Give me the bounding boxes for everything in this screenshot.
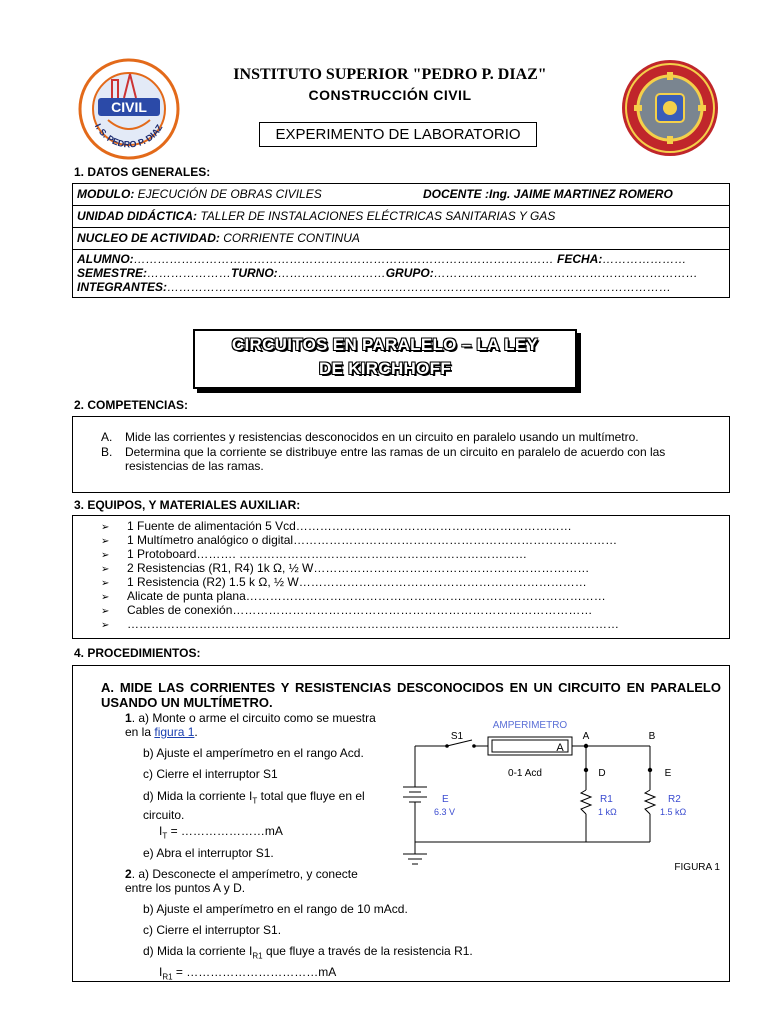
civil-logo bbox=[78, 58, 180, 160]
logo-civil-text: CIVIL bbox=[111, 99, 147, 115]
docente-value: Ing. JAIME MARTINEZ ROMERO bbox=[489, 187, 673, 201]
step-1d: d) Mida la corriente $I_T$ total que fluye en el circuito. bbox=[143, 789, 365, 823]
alumno-block bbox=[73, 250, 729, 297]
list-item: ➢ 2 Resistencias (R1, R4) 1k Ω, ½ W…………………………………………………………… bbox=[101, 561, 590, 575]
title-line-1: CIRCUITOS EN PARALELO – LA LEY bbox=[231, 335, 539, 354]
ammeter-symbol: A bbox=[556, 742, 564, 754]
list-item: ➢ 1 Protoboard………. ……………………………………………………………… bbox=[101, 547, 528, 561]
procedimientos-heading: 4. PROCEDIMIENTOS: bbox=[74, 646, 201, 660]
ammeter-label: AMPERIMETRO bbox=[492, 720, 568, 731]
experiment-title bbox=[193, 329, 577, 389]
datos-heading: 1. DATOS GENERALES: bbox=[74, 165, 211, 179]
competencias-box bbox=[72, 416, 730, 493]
step-1c: c) Cierre el interruptor S1 bbox=[143, 767, 278, 781]
arrow-bullet-icon: ➢ bbox=[101, 522, 110, 533]
list-item: ➢ 1 Fuente de alimentación 5 Vcd…………………………………………………………… bbox=[101, 519, 572, 533]
source-name: E bbox=[442, 794, 449, 805]
equipos-heading: 3. EQUIPOS, Y MATERIALES AUXILIAR: bbox=[74, 498, 301, 512]
competencia-item bbox=[101, 430, 721, 444]
node-d-junction bbox=[584, 768, 588, 772]
node-e-label: E bbox=[664, 768, 672, 779]
semestre-field[interactable]: ………………… bbox=[147, 266, 232, 280]
arrow-bullet-icon: ➢ bbox=[101, 564, 110, 575]
semestre-label: SEMESTRE: bbox=[77, 266, 148, 280]
competencia-item bbox=[101, 445, 721, 473]
institution-name: INSTITUTO SUPERIOR "PEDRO P. DIAZ" bbox=[233, 66, 547, 83]
step-2d: d) Mida la corriente $I_{R1}$ que fluye a través de la resistencia R1. bbox=[143, 944, 473, 961]
arrow-bullet-icon: ➢ bbox=[101, 536, 110, 547]
unidad-label: UNIDAD DIDÁCTICA: bbox=[77, 209, 197, 223]
switch-terminal bbox=[472, 744, 476, 748]
list-item: ➢ Cables de conexión……………………………………………………………………………… bbox=[101, 603, 593, 617]
list-item: ➢ Alicate de punta plana……………………………………………………………………………… bbox=[101, 589, 606, 603]
grupo-label: GRUPO: bbox=[385, 266, 434, 280]
ir1-measurement[interactable]: $I_{R1}$ = ……………………………mA bbox=[159, 965, 337, 982]
equipos-list bbox=[72, 515, 730, 639]
grupo-field[interactable]: ………………………………………………………… bbox=[433, 266, 698, 280]
alumno-label: ALUMNO: bbox=[77, 252, 134, 266]
unidad-row bbox=[73, 206, 729, 228]
list-item: ➢ 1 Resistencia (R2) 1.5 k Ω, ½ W……………………………………………………………… bbox=[101, 575, 587, 589]
institution-seal bbox=[620, 58, 720, 158]
department-name: CONSTRUCCIÓN CIVIL bbox=[308, 87, 472, 103]
modulo-row bbox=[73, 184, 729, 206]
arrow-bullet-icon: ➢ bbox=[101, 578, 110, 589]
logo-ring-text: I. S. PEDRO P. DIAZ bbox=[92, 121, 165, 150]
step-2a: 2. a) Desconecte el amperímetro, y conecte entre los puntos A y D. bbox=[125, 867, 358, 895]
node-e-junction bbox=[648, 768, 652, 772]
docente-label: DOCENTE : bbox=[423, 187, 489, 201]
node-d-label: D bbox=[598, 768, 606, 779]
step-1a: 1. a) Monte o arme el circuito como se muestra en la figura 1. bbox=[125, 711, 376, 739]
r2-value: 1.5 kΩ bbox=[660, 807, 687, 817]
competencia-label: B. bbox=[101, 445, 113, 459]
step-2c: c) Cierre el interruptor S1. bbox=[143, 923, 282, 937]
node-a-junction bbox=[584, 744, 588, 748]
list-item: ➢ 1 Multímetro analógico o digital……………………………………………………………………… bbox=[101, 533, 618, 547]
switch-terminal bbox=[445, 744, 449, 748]
arrow-bullet-icon: ➢ bbox=[101, 592, 110, 603]
r2-name: R2 bbox=[668, 794, 681, 805]
modulo-value: EJECUCIÓN DE OBRAS CIVILES bbox=[134, 187, 322, 201]
nucleo-row bbox=[73, 228, 729, 250]
fecha-label: FECHA: bbox=[553, 252, 603, 266]
switch-label: S1 bbox=[450, 731, 464, 742]
r1-value: 1 kΩ bbox=[598, 807, 617, 817]
title-line-2: DE KIRCHHOFF bbox=[318, 359, 452, 378]
step-2b: b) Ajuste el amperímetro en el rango de 10 mAcd. bbox=[143, 902, 408, 916]
figure-caption: FIGURA 1 bbox=[674, 862, 720, 873]
datos-table bbox=[72, 183, 730, 298]
nucleo-label: NUCLEO DE ACTIVIDAD: bbox=[77, 231, 220, 245]
fecha-field[interactable]: ………………… bbox=[602, 252, 687, 266]
alumno-field[interactable]: …………………………………………………………………………………………… bbox=[133, 252, 554, 266]
step-1e: e) Abra el interruptor S1. bbox=[143, 846, 274, 860]
nucleo-value: CORRIENTE CONTINUA bbox=[219, 231, 360, 245]
integrantes-field[interactable]: ……………………………………………………………………………………………………………… bbox=[167, 280, 671, 294]
arrow-bullet-icon: ➢ bbox=[101, 620, 110, 631]
list-item: ➢ …………………………………………………………………………………………………………… bbox=[101, 617, 619, 631]
modulo-label: MODULO: bbox=[77, 187, 135, 201]
source-value: 6.3 V bbox=[434, 807, 456, 817]
arrow-bullet-icon: ➢ bbox=[101, 606, 110, 617]
r1-name: R1 bbox=[600, 794, 613, 805]
turno-label: TURNO: bbox=[231, 266, 278, 280]
turno-field[interactable]: ……………………… bbox=[277, 266, 386, 280]
competencia-label: A. bbox=[101, 430, 113, 444]
node-b-label: B bbox=[648, 731, 656, 742]
competencia-text: Mide las corrientes y resistencias desconocidos en un circuito en paralelo usando un multímetro. bbox=[125, 430, 639, 444]
figura-1-link[interactable]: figura 1 bbox=[154, 725, 195, 739]
competencias-heading: 2. COMPETENCIAS: bbox=[74, 398, 189, 412]
unidad-value: TALLER DE INSTALACIONES ELÉCTRICAS SANITARIAS Y GAS bbox=[197, 209, 556, 223]
section-a-heading: A. MIDE LAS CORRIENTES Y RESISTENCIAS DESCONOCIDOS EN UN CIRCUITO EN PARALELO USANDO UN MULTÍMETRO. bbox=[101, 680, 721, 710]
step-1b: b) Ajuste el amperímetro en el rango Acd. bbox=[143, 746, 364, 760]
it-measurement[interactable]: $I_T$ = …………………mA bbox=[159, 824, 283, 841]
circuit-diagram bbox=[400, 712, 725, 882]
ammeter-range: 0-1 Acd bbox=[508, 768, 542, 779]
competencia-text: Determina que la corriente se distribuye entre las ramas de un circuito en paralelo de acuerdo con las resistencias de las ramas. bbox=[125, 445, 666, 473]
arrow-bullet-icon: ➢ bbox=[101, 550, 110, 561]
node-a-label: A bbox=[582, 731, 590, 742]
integrantes-label: INTEGRANTES: bbox=[77, 280, 167, 294]
document-type: EXPERIMENTO DE LABORATORIO bbox=[259, 122, 537, 147]
